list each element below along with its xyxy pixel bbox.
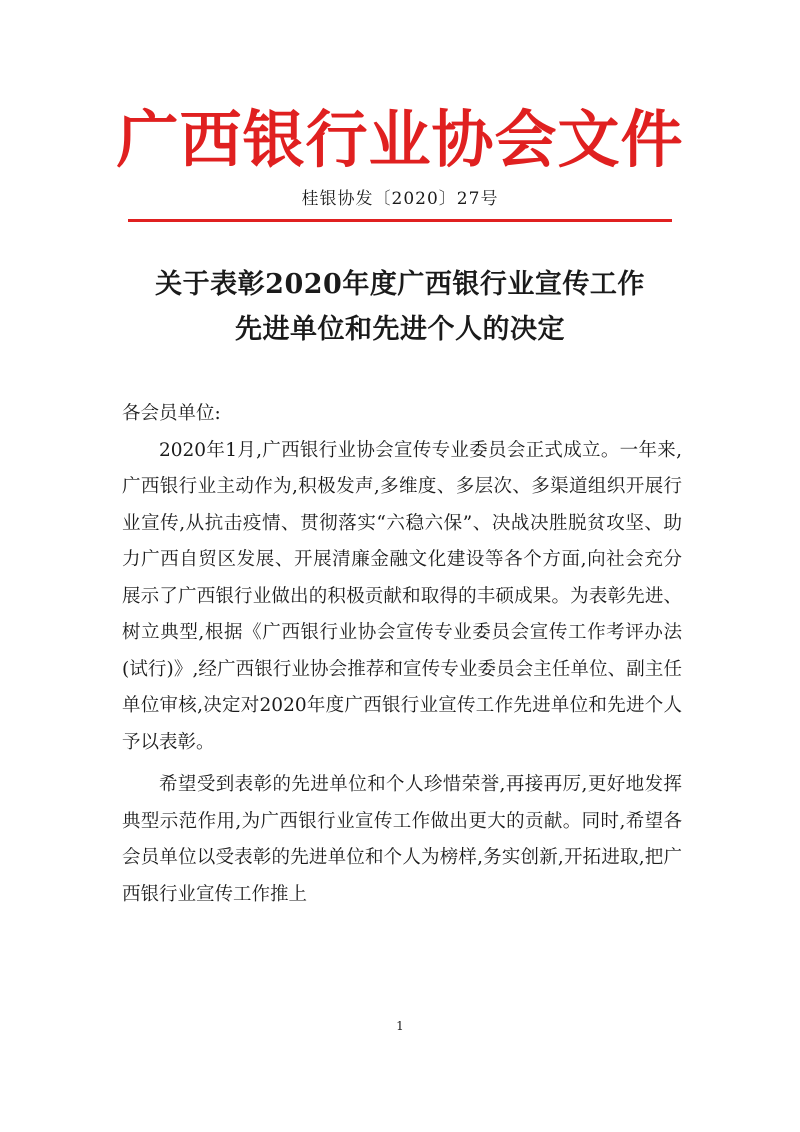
body-paragraph-2: 希望受到表彰的先进单位和个人珍惜荣誉,再接再厉,更好地发挥典型示范作用,为广西银行业宣传工作做出更大的贡献。同时,希望各会员单位以受表彰的先进单位和个人为榜样,务实创新,开拓进取,把广西银行业宣传工作推上 — [122, 774, 682, 905]
body-paragraph-1: 2020年1月,广西银行业协会宣传专业委员会正式成立。一年来,广西银行业主动作为,积极发声,多维度、多层次、多渠道组织开展行业宣传,从抗击疫情、贯彻落实“六稳六保”、决战决胜脱贫攻坚、助力广西自贸区发展、开展清廉金融文化建设等各个方面,向社会充分展示了广西银行业做出的积极贡献和取得的丰硕成果。为表彰先进、树立典型,根据《广西银行业协会宣传专业委员会宣传工作考评办法(试行)》,经广西银行业协会推荐和宣传专业委员会主任单位、副主任单位审核,决定对2020年度广西银行业宣传工作先进单位和先进个人予以表彰。 — [122, 439, 682, 753]
document-title-line-1: 关于表彰2020年度广西银行业宣传工作 — [155, 269, 645, 300]
red-divider-line — [128, 219, 672, 222]
page-number: 1 — [396, 1019, 404, 1033]
document-title-line-2: 先进单位和先进个人的决定 — [235, 314, 565, 345]
document-title — [0, 262, 800, 352]
document-number: 桂银协发〔2020〕27号 — [301, 189, 499, 209]
document-body — [122, 396, 682, 913]
org-masthead-title: 广西银行业协会文件 — [116, 103, 684, 176]
salutation: 各会员单位: — [122, 403, 221, 424]
